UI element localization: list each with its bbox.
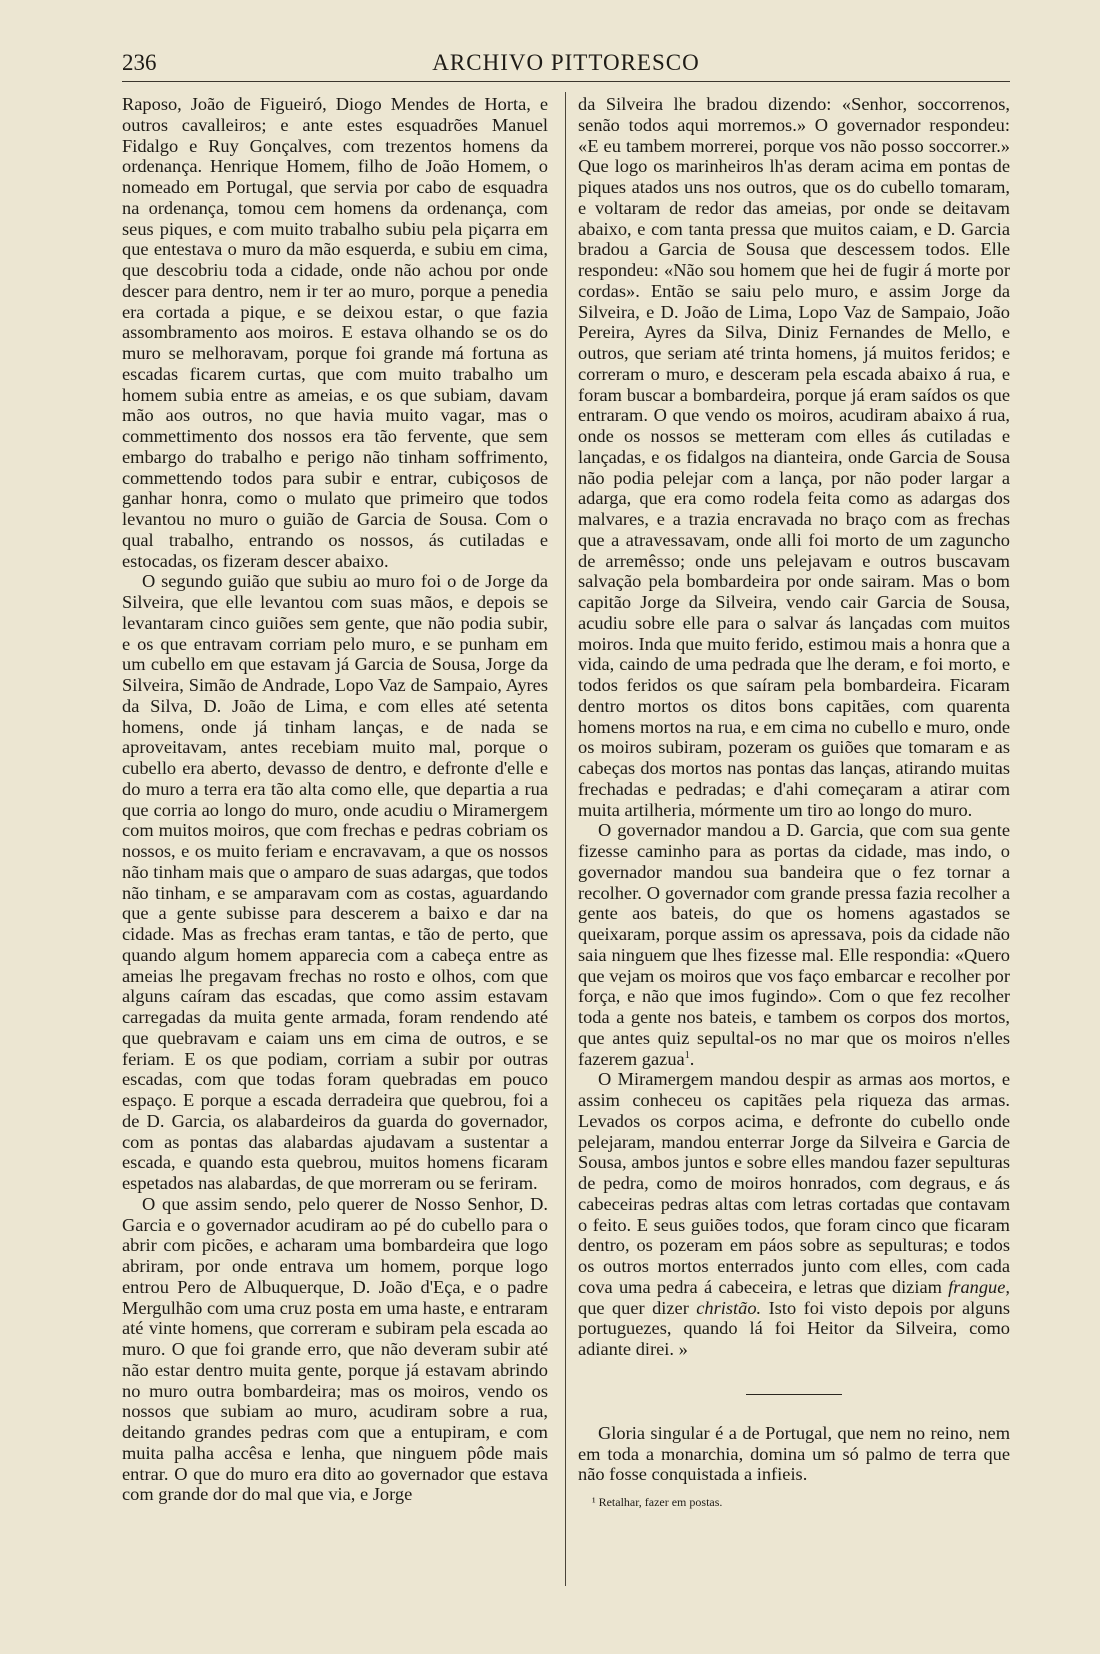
left-paragraph-2: O segundo guião que subiu ao muro foi o de Jorge da Silveira, que elle levantou com suas mãos, e depois se levantaram cinco guiões sem gente, que não podia subir, e os que entravam corriam pelo muro, e se punham em um cubello em que estavam já Garcia de Sousa, Jorge da Silveira, Simão de Andrade, Lopo Vaz de Sampaio, Ayres da Silva, D. João de Lima, e com elles até setenta homens, onde já tinham lanças, e de nada se aproveitavam, antes recebiam muito mal, porque o cubello era aberto, devasso de dentro, e defronte d'elle e do muro a terra era tão alta como elle, que departia a rua que corria ao longo do muro, onde acudiu o Miramergem com muitos moiros, que com frechas e pedras cobriam os nossos, e os muito feriam e encravavam, a que os nossos não tinham mais que o amparo de suas adargas, que todos não tinham, e se amparavam com as costas, aguardando que a gente subisse para descerem a baixo e dar na cidade. Mas as frechas eram tantas, e tão de perto, que quando algum homem apparecia com a cabeça entre as ameias lhe pregavam frechas no rosto e olhos, com que alguns caíram das escadas, que como assim estavam carregadas da muita gente armada, foram rendendo até que quebravam e caiam uns em cima de outros, e se feriam. E os que podiam, corriam a subir por outras escadas, com que todas foram quebradas em pouco espaço. E porque a escada derradeira que quebrou, foi a de D. Garcia, os alabardeiros da guarda do governador, com as pontas das alabardas ajudavam a sustentar a escada, e quando esta quebrou, muitos homens ficaram espetados nas alabardas, de que morreram ou se feriram. [122,571,548,1193]
right-paragraph-2 [578,820,1010,1069]
right-paragraph-3-text-b: que quer dizer [578,1297,689,1318]
section-divider [746,1394,842,1395]
italic-word-christao: christão. [696,1297,762,1318]
left-column [122,94,548,1505]
right-paragraph-2-end: . [689,1048,695,1069]
header-rule [122,81,1010,82]
footnote-reference: 1 [684,1049,690,1061]
left-paragraph-3: O que assim sendo, pelo querer de Nosso Senhor, D. Garcia e o governador acudiram ao pé do cubello para o abrir com picões, e acharam uma bombardeira que logo abriram, por onde entrava um homem, porque logo entrou Pero de Albuquerque, D. João d'Eça, e o padre Mergulhão com uma cruz posta em uma haste, e entraram até vinte homens, que correram e subiram pela escada ao muro. O que foi grande erro, que não deveram subir até não estar dentro muita gente, porque já estavam abrindo no muro outra bombardeira; mas os moiros, vendo os nossos que subiam ao muro, acudiram sobre a rua, deitando grandes pedras com que a entupiram, e com muita palha accêsa e lenha, que ninguem pôde mais entrar. O que do muro era dito ao governador que estava com grande dor do mal que via, e Jorge [122,1193,548,1505]
right-paragraph-1: da Silveira lhe bradou dizendo: «Senhor, soccorrenos, senão todos aqui morremos.» O governador respondeu: «E eu tambem morrerei, porque vos não posso soccorrer.» Que logo os marinheiros lh'as deram acima em pontas de piques atados uns nos outros, que os do cubello tomaram, e voltaram de redor das ameias, por onde se deitavam abaixo, e com tanta pressa que muitos caiam, e D. Garcia bradou a Garcia de Sousa que descessem todos. Elle respondeu: «Não sou homem que hei de fugir á morte por cordas». Então se saiu pelo muro, e assim Jorge da Silveira, e D. João de Lima, Lopo Vaz de Sampaio, João Pereira, Ayres da Silva, Diniz Fernandes de Mello, e outros, que seriam até trinta homens, já muitos feridos; e correram o muro, e desceram pela escada abaixo á rua, e foram buscar a bombardeira, porque já eram saídos os que entraram. O que vendo os moiros, acudiram abaixo á rua, onde os nossos se metteram com elles ás cutiladas e lançadas, e os fidalgos na dianteira, onde Garcia de Sousa não podia pelejar com a lança, por não poder largar a adarga, que era como rodela feita como as adargas dos malvares, e a trazia encravada no braço com as frechas que a atravessavam, onde alli foi morto de um zaguncho de arremêsso; onde uns pelejavam e outros buscavam salvação pela bombardeira por onde sairam. Mas o bom capitão Jorge da Silveira, vendo cair Garcia de Sousa, acudiu sobre elle para o salvar ás lançadas com muitos moiros. Inda que muito ferido, estimou mais a honra que a vida, caindo de uma pedrada que lhe deram, e foi morto, e todos feridos os que saíram pela bombardeira. Ficaram dentro mortos os ditos bons capitães, com quarenta homens mortos na rua, e em cima no cubello e muro, onde os moiros subiram, pozeram os guiões que tomaram e as cabeças dos mortos nas pontas das lanças, atirando muitas frechadas e pedradas; e d'ahi começaram a atirar com muita artilheria, mórmente um tiro ao longo do muro. [578,94,1010,820]
left-paragraph-1: Raposo, João de Figueiró, Diogo Mendes de Horta, e outros cavalleiros; e ante estes esquadrões Manuel Fidalgo e Ruy Gonçalves, com trezentos homens da ordenança. Henrique Homem, filho de João Homem, o nomeado em Portugal, que servia por cabo de esquadra na ordenança, tomou cem homens da ordenança, com seus piques, e com muito trabalho subiu pela piçarra em que entestava o muro da mão esquerda, e subiu em cima, que descobriu toda a cidade, onde não achou por onde descer para dentro, nem ir ter ao muro, porque a penedia era cortada a pique, e se deixou estar, o que fazia assombramento aos moiros. E estava olhando se os do muro se melhoravam, porque foi grande má fortuna as escadas ficarem curtas, que com muito trabalho um homem subia entre as ameias, e os que subiam, davam mão aos outros, no que havia muito vagar, mas o commettimento dos nossos era tão fervente, que sem embargo do trabalho e perigo não tinham soffrimento, commettendo todos para subir e entrar, cubiçosos de ganhar honra, como o mulato que primeiro que todos levantou no muro o guião de Garcia de Sousa. Com o qual trabalho, entrando os nossos, ás cutiladas e estocadas, os fizeram descer abaixo. [122,94,548,571]
italic-word-frangue: frangue, [948,1276,1010,1297]
footnote: ¹ Retalhar, fazer em postas. [592,1495,723,1509]
right-paragraph-3-text-a: O Miramergem mandou despir as armas aos mortos, e assim conheceu os capitães pela riqueza das armas. Levados os corpos acima, e defronte do cubello onde pelejaram, mandou enterrar Jorge da Silveira e Garcia de Sousa, ambos juntos e sobre elles mandou fazer sepulturas de pedra, como de moiros honrados, com degraus, e ás cabeceiras pedras altas com letras cortadas que contavam o feito. E seus guiões todos, que foram cinco que ficaram dentro, os pozeram em páos sobre as sepulturas; e todos os outros mortos enterrados junto com elles, com cada cova uma pedra á cabeceira, e letras que diziam [578,1069,1010,1297]
page-header [122,50,1010,78]
page-number: 236 [122,50,157,75]
column-divider [565,92,566,1586]
running-head: ARCHIVO PITTORESCO [432,50,700,75]
right-paragraph-4: Gloria singular é a de Portugal, que nem no reino, nem em toda a monarchia, domina um só palmo de terra que não fosse conquistada a infieis. [578,1422,1010,1485]
right-column [578,94,1010,1509]
right-paragraph-2-text: O governador mandou a D. Garcia, que com sua gente fizesse caminho para as portas da cidade, mas indo, o governador mandou sua bandeira que o fez tornar a recolher. O governador com grande pressa fazia recolher a gente aos bateis, do que os homens agastados se queixaram, porque assim os apressava, pois da cidade não saia ninguem que lhes fizesse mal. Elle respondia: «Quero que vejam os moiros que vos faço embarcar e recolher por força, e não que imos fugindo». Com o que fez recolher toda a gente nos bateis, e tambem os corpos dos mortos, que antes quiz sepultal-os no mar que os moiros n'elles fazerem gazua [578,820,1010,1069]
right-paragraph-3-text-c: Isto foi visto depois por alguns portuguezes, quando lá foi Heitor da Silveira, como adiante direi. » [578,1297,1010,1359]
right-paragraph-3 [578,1069,1010,1360]
